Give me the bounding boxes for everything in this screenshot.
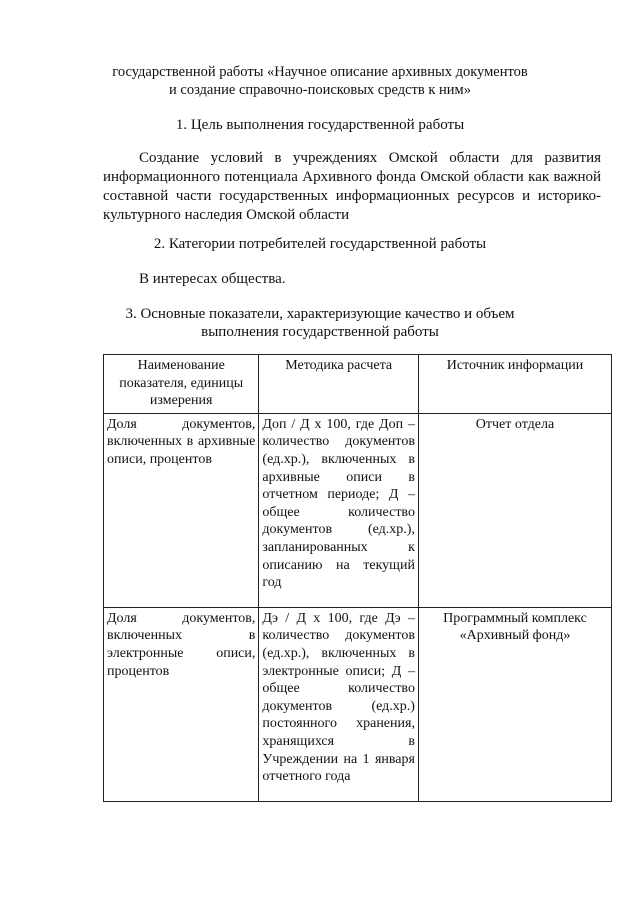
section1-text: Создание условий в учреждениях Омской области для развития информационного потенциала Архивного фонда Омской области как важной составной части государственных информационных ресурсов и историко-культурного наследия Омской области	[103, 150, 601, 223]
header-method: Методика расчета	[259, 355, 419, 414]
row2-indicator: Доля документов, включенных в электронные описи, процентов	[104, 607, 259, 801]
document-heading-line2: и создание справочно-поисковых средств к ним»	[169, 82, 471, 98]
table-row	[104, 607, 612, 801]
section3-title-line1: 3. Основные показатели, характеризующие качество и объем	[125, 306, 515, 322]
header-indicator: Наименование показателя, единицы измерения	[104, 355, 259, 414]
row1-source: Отчет отдела	[418, 413, 611, 607]
section2-text: В интересах общества.	[139, 271, 286, 287]
row2-source: Программный комплекс «Архивный фонд»	[418, 607, 611, 801]
row1-indicator: Доля документов, включенных в архивные описи, процентов	[104, 413, 259, 607]
row2-method: Дэ / Д х 100, где Дэ – количество документов (ед.хр.), включенных в электронные описи; Д – общее количество документов (ед.хр.) постоянного хранения, хранящихся в Учреждении на 1 января отчетного года	[259, 607, 419, 801]
row1-method: Доп / Д х 100, где Доп – количество документов (ед.хр.), включенных в архивные описи в отчетном периоде; Д – общее количество документов (ед.хр.), запланированных к описанию на текущий год	[259, 413, 419, 607]
header-source: Источник информации	[418, 355, 611, 414]
section3-title-line2: выполнения государственной работы	[201, 324, 439, 340]
indicators-table	[103, 354, 612, 802]
section2-title: 2. Категории потребителей государственной работы	[153, 236, 487, 252]
table-row	[104, 413, 612, 607]
document-heading-line1: государственной работы «Научное описание архивных документов	[112, 64, 528, 80]
section1-title: 1. Цель выполнения государственной работы	[175, 117, 465, 133]
table-header-row	[104, 355, 612, 414]
